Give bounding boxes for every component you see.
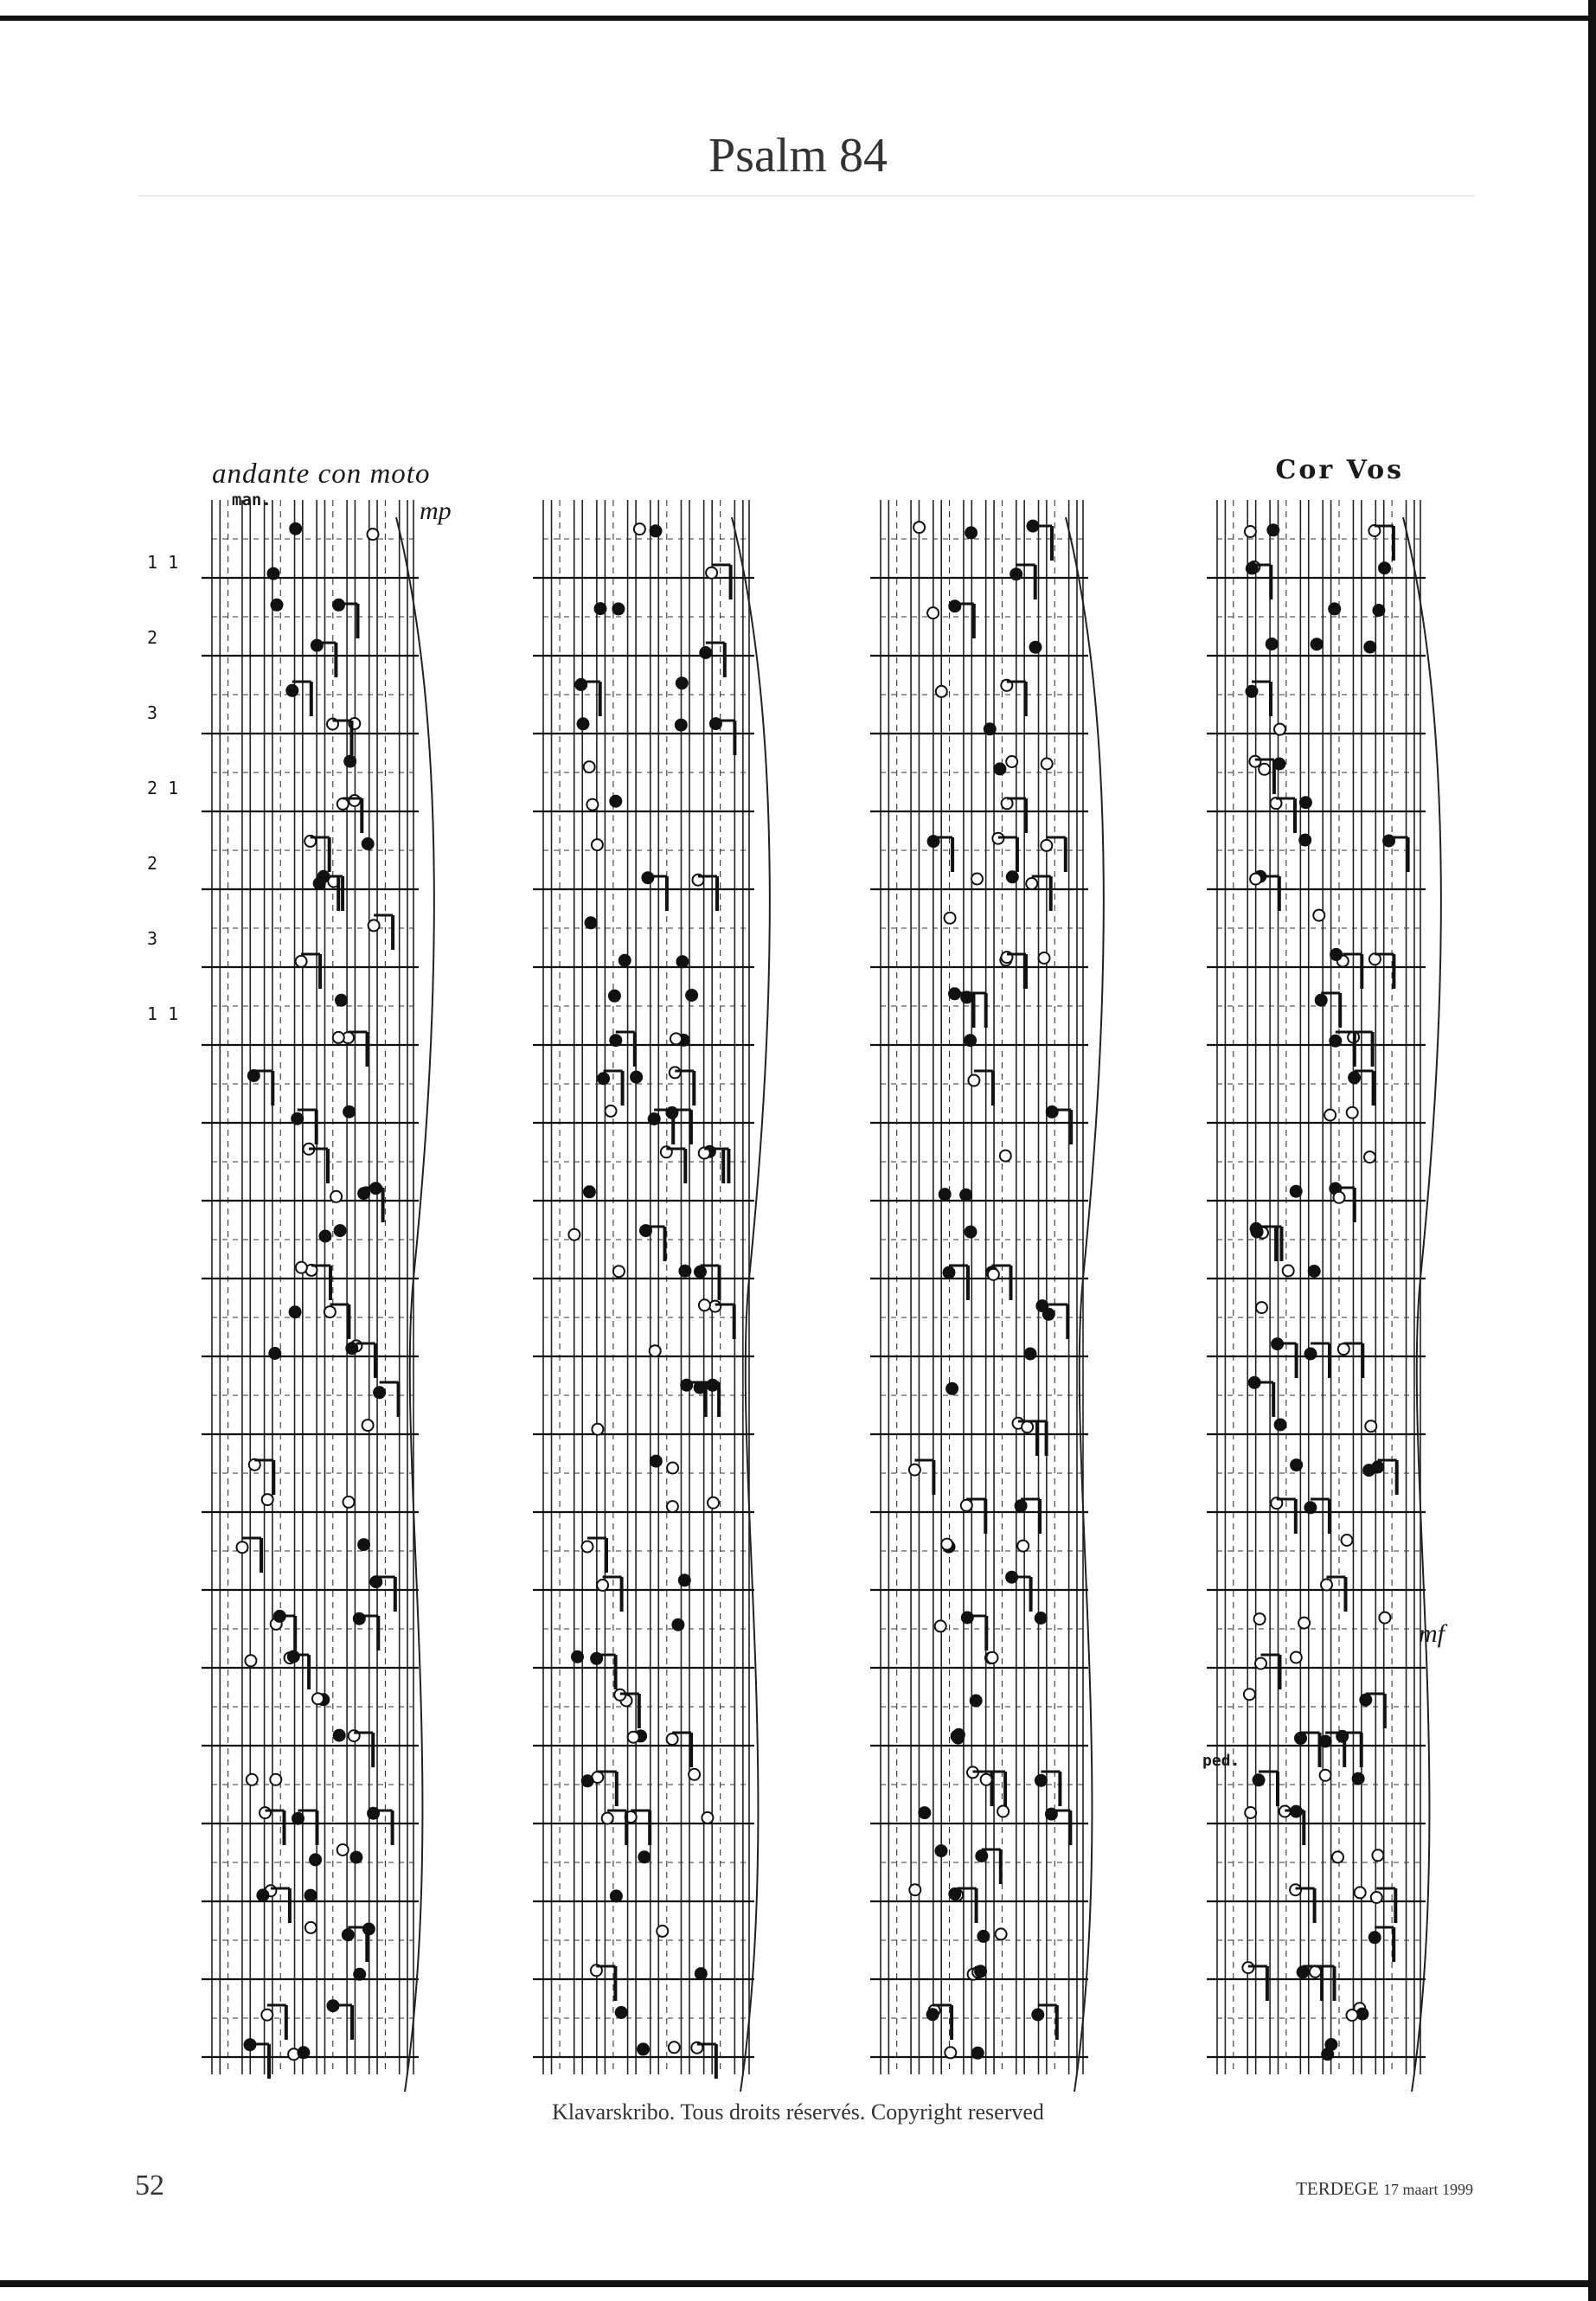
- fingering-number: 1 1: [147, 1003, 179, 1024]
- white-note: [597, 1580, 608, 1591]
- white-note: [935, 1620, 946, 1631]
- black-note: [292, 1813, 304, 1824]
- black-note: [927, 2009, 939, 2020]
- white-note: [1026, 878, 1037, 889]
- fingering-number: 1 1: [147, 552, 179, 573]
- black-note: [609, 990, 620, 1002]
- black-note: [676, 720, 687, 731]
- white-note: [369, 920, 380, 931]
- white-note: [584, 761, 595, 772]
- black-note: [1016, 1500, 1027, 1511]
- white-note: [312, 1693, 324, 1704]
- publication-name: TERDEGE: [1296, 2178, 1379, 2199]
- black-note: [936, 1845, 947, 1856]
- black-note: [642, 872, 653, 883]
- black-note: [612, 603, 624, 614]
- white-note: [1000, 1150, 1011, 1162]
- black-note: [292, 1113, 303, 1125]
- fingering-number: 2: [147, 853, 158, 874]
- black-note: [1356, 2009, 1368, 2020]
- black-note: [268, 568, 279, 580]
- white-note: [296, 956, 307, 967]
- black-note: [274, 1611, 285, 1622]
- white-note: [913, 522, 925, 533]
- black-note: [310, 1854, 321, 1865]
- black-note: [586, 917, 597, 928]
- black-note: [305, 1890, 317, 1901]
- black-note: [334, 1730, 345, 1741]
- black-note: [1309, 1266, 1320, 1277]
- black-note: [344, 756, 356, 767]
- black-note: [1369, 1932, 1381, 1943]
- white-note: [592, 839, 603, 850]
- black-note: [638, 1851, 650, 1862]
- black-note: [695, 1266, 706, 1278]
- black-note: [631, 1072, 642, 1083]
- black-note: [288, 1651, 299, 1663]
- black-note: [358, 1188, 369, 1199]
- white-note: [592, 1424, 603, 1435]
- white-note: [1290, 1884, 1301, 1895]
- black-note: [272, 599, 283, 611]
- white-note: [1244, 1689, 1255, 1700]
- black-note: [336, 995, 347, 1006]
- white-note: [1256, 1302, 1267, 1313]
- black-note: [298, 2047, 309, 2058]
- white-note: [996, 1928, 1007, 1939]
- white-note: [1291, 1652, 1302, 1663]
- black-note: [1025, 1349, 1036, 1360]
- black-note: [1311, 638, 1323, 650]
- white-note: [936, 686, 947, 697]
- black-note: [949, 600, 960, 612]
- black-note: [984, 723, 996, 734]
- white-note: [261, 2009, 272, 2021]
- manual-label: man.: [232, 490, 272, 510]
- black-note: [1035, 1775, 1047, 1786]
- black-note: [952, 1731, 963, 1742]
- black-note: [1320, 1736, 1331, 1747]
- white-note: [1006, 756, 1017, 767]
- white-note: [961, 1500, 972, 1511]
- white-note: [689, 1769, 700, 1780]
- black-note: [700, 647, 711, 658]
- white-note: [337, 1844, 349, 1856]
- black-note: [582, 1775, 593, 1786]
- white-note: [1042, 759, 1053, 770]
- black-note: [598, 1073, 609, 1084]
- black-note: [610, 796, 621, 807]
- black-note: [686, 990, 697, 1001]
- black-note: [1266, 638, 1278, 650]
- phrase-slur: [396, 517, 434, 2092]
- copyright-notice: Klavarskribo. Tous droits réservés. Copyright reserved: [552, 2099, 1044, 2125]
- white-note: [245, 1655, 256, 1666]
- black-note: [286, 685, 298, 696]
- black-note: [1275, 1420, 1286, 1431]
- white-note: [1250, 874, 1261, 885]
- dynamic-mf: mf: [1419, 1619, 1445, 1648]
- black-note: [679, 1266, 690, 1277]
- white-note: [262, 1494, 273, 1505]
- black-note: [946, 1383, 958, 1394]
- white-note: [1242, 1962, 1253, 1973]
- black-note: [374, 1387, 385, 1398]
- white-note: [1259, 764, 1270, 775]
- black-note: [1030, 642, 1042, 653]
- black-note: [672, 1619, 683, 1631]
- white-note: [324, 1306, 336, 1317]
- white-note: [1320, 1770, 1331, 1781]
- black-note: [616, 2007, 627, 2018]
- black-note: [676, 677, 688, 689]
- white-note: [909, 1465, 920, 1476]
- page-number: 52: [135, 2170, 164, 2202]
- white-note: [702, 1812, 713, 1823]
- black-note: [1047, 1106, 1058, 1118]
- black-note: [679, 1574, 690, 1586]
- white-note: [667, 1501, 678, 1512]
- black-note: [335, 1225, 346, 1236]
- white-note: [260, 1807, 271, 1818]
- black-note: [651, 1456, 662, 1467]
- black-note: [1363, 1465, 1375, 1476]
- black-note: [965, 527, 977, 538]
- white-note: [586, 799, 598, 811]
- white-note: [657, 1926, 668, 1937]
- black-note: [949, 1888, 960, 1900]
- black-note: [975, 1965, 986, 1977]
- white-note: [1022, 1421, 1033, 1433]
- white-note: [667, 1463, 678, 1474]
- black-note: [572, 1651, 583, 1663]
- black-note: [1247, 686, 1258, 697]
- white-note: [987, 1652, 998, 1663]
- black-note: [320, 1231, 331, 1242]
- white-note: [941, 1539, 952, 1550]
- white-note: [670, 1067, 681, 1078]
- white-note: [927, 607, 939, 619]
- white-note: [1332, 1851, 1343, 1862]
- black-note: [944, 1267, 955, 1279]
- black-note: [1330, 949, 1342, 960]
- white-note: [1041, 840, 1052, 851]
- black-note: [1364, 642, 1375, 653]
- black-note: [611, 1890, 622, 1901]
- white-note: [330, 1191, 342, 1202]
- black-note: [362, 838, 374, 849]
- black-note: [1010, 568, 1022, 580]
- black-note: [1291, 1186, 1302, 1197]
- black-note: [1353, 1773, 1364, 1785]
- phrase-slur: [732, 517, 770, 2092]
- black-note: [370, 1183, 381, 1194]
- white-note: [1355, 1887, 1366, 1898]
- phrase-slur: [1403, 517, 1441, 2092]
- white-note: [1298, 1618, 1310, 1629]
- black-note: [1330, 1035, 1341, 1047]
- white-note: [709, 1301, 721, 1312]
- white-note: [1283, 1266, 1294, 1277]
- black-note: [257, 1889, 268, 1900]
- white-note: [237, 1541, 248, 1553]
- fingering-number: 3: [147, 702, 158, 723]
- white-note: [1321, 1580, 1332, 1591]
- black-note: [972, 2048, 984, 2059]
- black-note: [1267, 524, 1279, 535]
- white-note: [1372, 1849, 1383, 1861]
- black-note: [1007, 871, 1018, 882]
- white-note: [628, 1732, 639, 1743]
- black-note: [1304, 1502, 1316, 1513]
- white-note: [971, 874, 983, 885]
- white-note: [368, 529, 379, 540]
- black-note: [1253, 1774, 1265, 1785]
- black-note: [1036, 1300, 1048, 1311]
- black-note: [1360, 1695, 1371, 1706]
- black-note: [269, 1348, 280, 1359]
- registration-label: Cor Vos: [1275, 455, 1404, 485]
- white-note: [1255, 1658, 1266, 1670]
- white-note: [708, 1497, 719, 1509]
- black-note: [290, 1306, 301, 1317]
- black-note: [1322, 2048, 1333, 2060]
- fingering-number: 2 1: [147, 778, 179, 798]
- white-note: [1245, 526, 1256, 537]
- black-note: [695, 1968, 707, 1979]
- white-note: [305, 1922, 317, 1933]
- white-note: [362, 1420, 374, 1431]
- black-note: [695, 1382, 706, 1394]
- black-note: [363, 1924, 375, 1935]
- white-note: [706, 567, 717, 579]
- fingering-number: 2: [147, 627, 158, 648]
- black-note: [971, 1695, 982, 1707]
- black-note: [994, 763, 1005, 774]
- black-note: [1379, 562, 1390, 574]
- white-note: [1365, 1420, 1376, 1432]
- black-note: [649, 1113, 660, 1125]
- black-note: [976, 1850, 987, 1862]
- white-note: [270, 1774, 281, 1785]
- black-note: [1032, 2009, 1043, 2021]
- white-note: [669, 2041, 680, 2053]
- black-note: [1316, 995, 1327, 1006]
- black-note: [350, 1852, 362, 1863]
- dynamic-mp: mp: [420, 497, 452, 525]
- black-note: [939, 1189, 951, 1200]
- white-note: [1313, 910, 1324, 921]
- black-note: [1291, 1806, 1302, 1817]
- white-note: [997, 1806, 1009, 1817]
- black-note: [1251, 1223, 1262, 1234]
- black-note: [343, 1106, 355, 1118]
- pedal-label: ped.: [1202, 1752, 1240, 1770]
- black-note: [1329, 603, 1340, 614]
- white-note: [296, 1262, 307, 1273]
- white-note: [670, 1033, 682, 1044]
- phrase-slur: [1066, 517, 1104, 2092]
- white-note: [613, 1266, 625, 1277]
- white-note: [247, 1774, 258, 1785]
- black-note: [354, 1969, 365, 1980]
- white-note: [981, 1774, 992, 1785]
- black-note: [962, 1612, 973, 1624]
- black-note: [1349, 1072, 1360, 1083]
- white-note: [349, 795, 360, 806]
- publication-date: 17 maart 1999: [1383, 2181, 1473, 2198]
- black-note: [619, 955, 631, 966]
- white-note: [1379, 1612, 1390, 1624]
- white-note: [945, 2047, 956, 2058]
- white-note: [968, 1075, 979, 1086]
- white-note: [945, 913, 956, 924]
- black-note: [578, 718, 589, 729]
- white-note: [1274, 724, 1285, 735]
- white-note: [667, 1734, 678, 1745]
- white-note: [1371, 1892, 1382, 1903]
- black-note: [358, 1539, 369, 1550]
- black-note: [1298, 1966, 1309, 1977]
- white-note: [582, 1541, 593, 1553]
- white-note: [634, 523, 645, 535]
- black-note: [1300, 797, 1311, 808]
- white-note: [602, 1813, 613, 1824]
- publication-line: [1296, 2178, 1473, 2200]
- black-note: [610, 1035, 621, 1046]
- tempo-marking: andante con moto: [212, 458, 431, 490]
- white-note: [650, 1345, 661, 1356]
- white-note: [909, 1884, 920, 1895]
- black-note: [595, 603, 606, 614]
- white-note: [1039, 952, 1050, 964]
- white-note: [1347, 2009, 1358, 2021]
- black-note: [965, 1035, 976, 1046]
- black-note: [1305, 1349, 1317, 1360]
- black-note: [343, 1929, 354, 1940]
- white-note: [1245, 1807, 1256, 1818]
- black-note: [584, 1186, 595, 1197]
- white-note: [988, 1269, 999, 1280]
- white-note: [1342, 1535, 1353, 1546]
- white-note: [1017, 1541, 1029, 1552]
- white-note: [1364, 1151, 1375, 1163]
- white-note: [333, 1032, 344, 1043]
- black-note: [651, 525, 662, 536]
- black-note: [638, 2043, 649, 2054]
- black-note: [977, 1931, 989, 1942]
- black-note: [290, 523, 301, 535]
- black-note: [676, 956, 688, 967]
- fingering-number: 3: [147, 928, 158, 949]
- black-note: [965, 1227, 977, 1238]
- white-note: [568, 1229, 580, 1240]
- black-note: [1299, 835, 1311, 846]
- white-note: [606, 1106, 617, 1117]
- white-note: [1338, 1343, 1349, 1355]
- black-note: [960, 1189, 971, 1201]
- white-note: [343, 1497, 355, 1508]
- white-note: [1347, 1107, 1358, 1118]
- black-note: [1035, 1612, 1047, 1624]
- black-note: [1295, 1733, 1306, 1744]
- white-note: [699, 1299, 710, 1311]
- page-title: Psalm 84: [708, 129, 888, 183]
- black-note: [919, 1807, 930, 1818]
- white-note: [1254, 1613, 1266, 1625]
- white-note: [337, 798, 349, 810]
- black-note: [346, 1343, 357, 1354]
- black-note: [1291, 1459, 1302, 1471]
- black-note: [1373, 605, 1384, 616]
- white-note: [1324, 1110, 1336, 1121]
- white-note: [1334, 1192, 1345, 1203]
- white-note: [1249, 756, 1260, 767]
- white-note: [1310, 1966, 1321, 1977]
